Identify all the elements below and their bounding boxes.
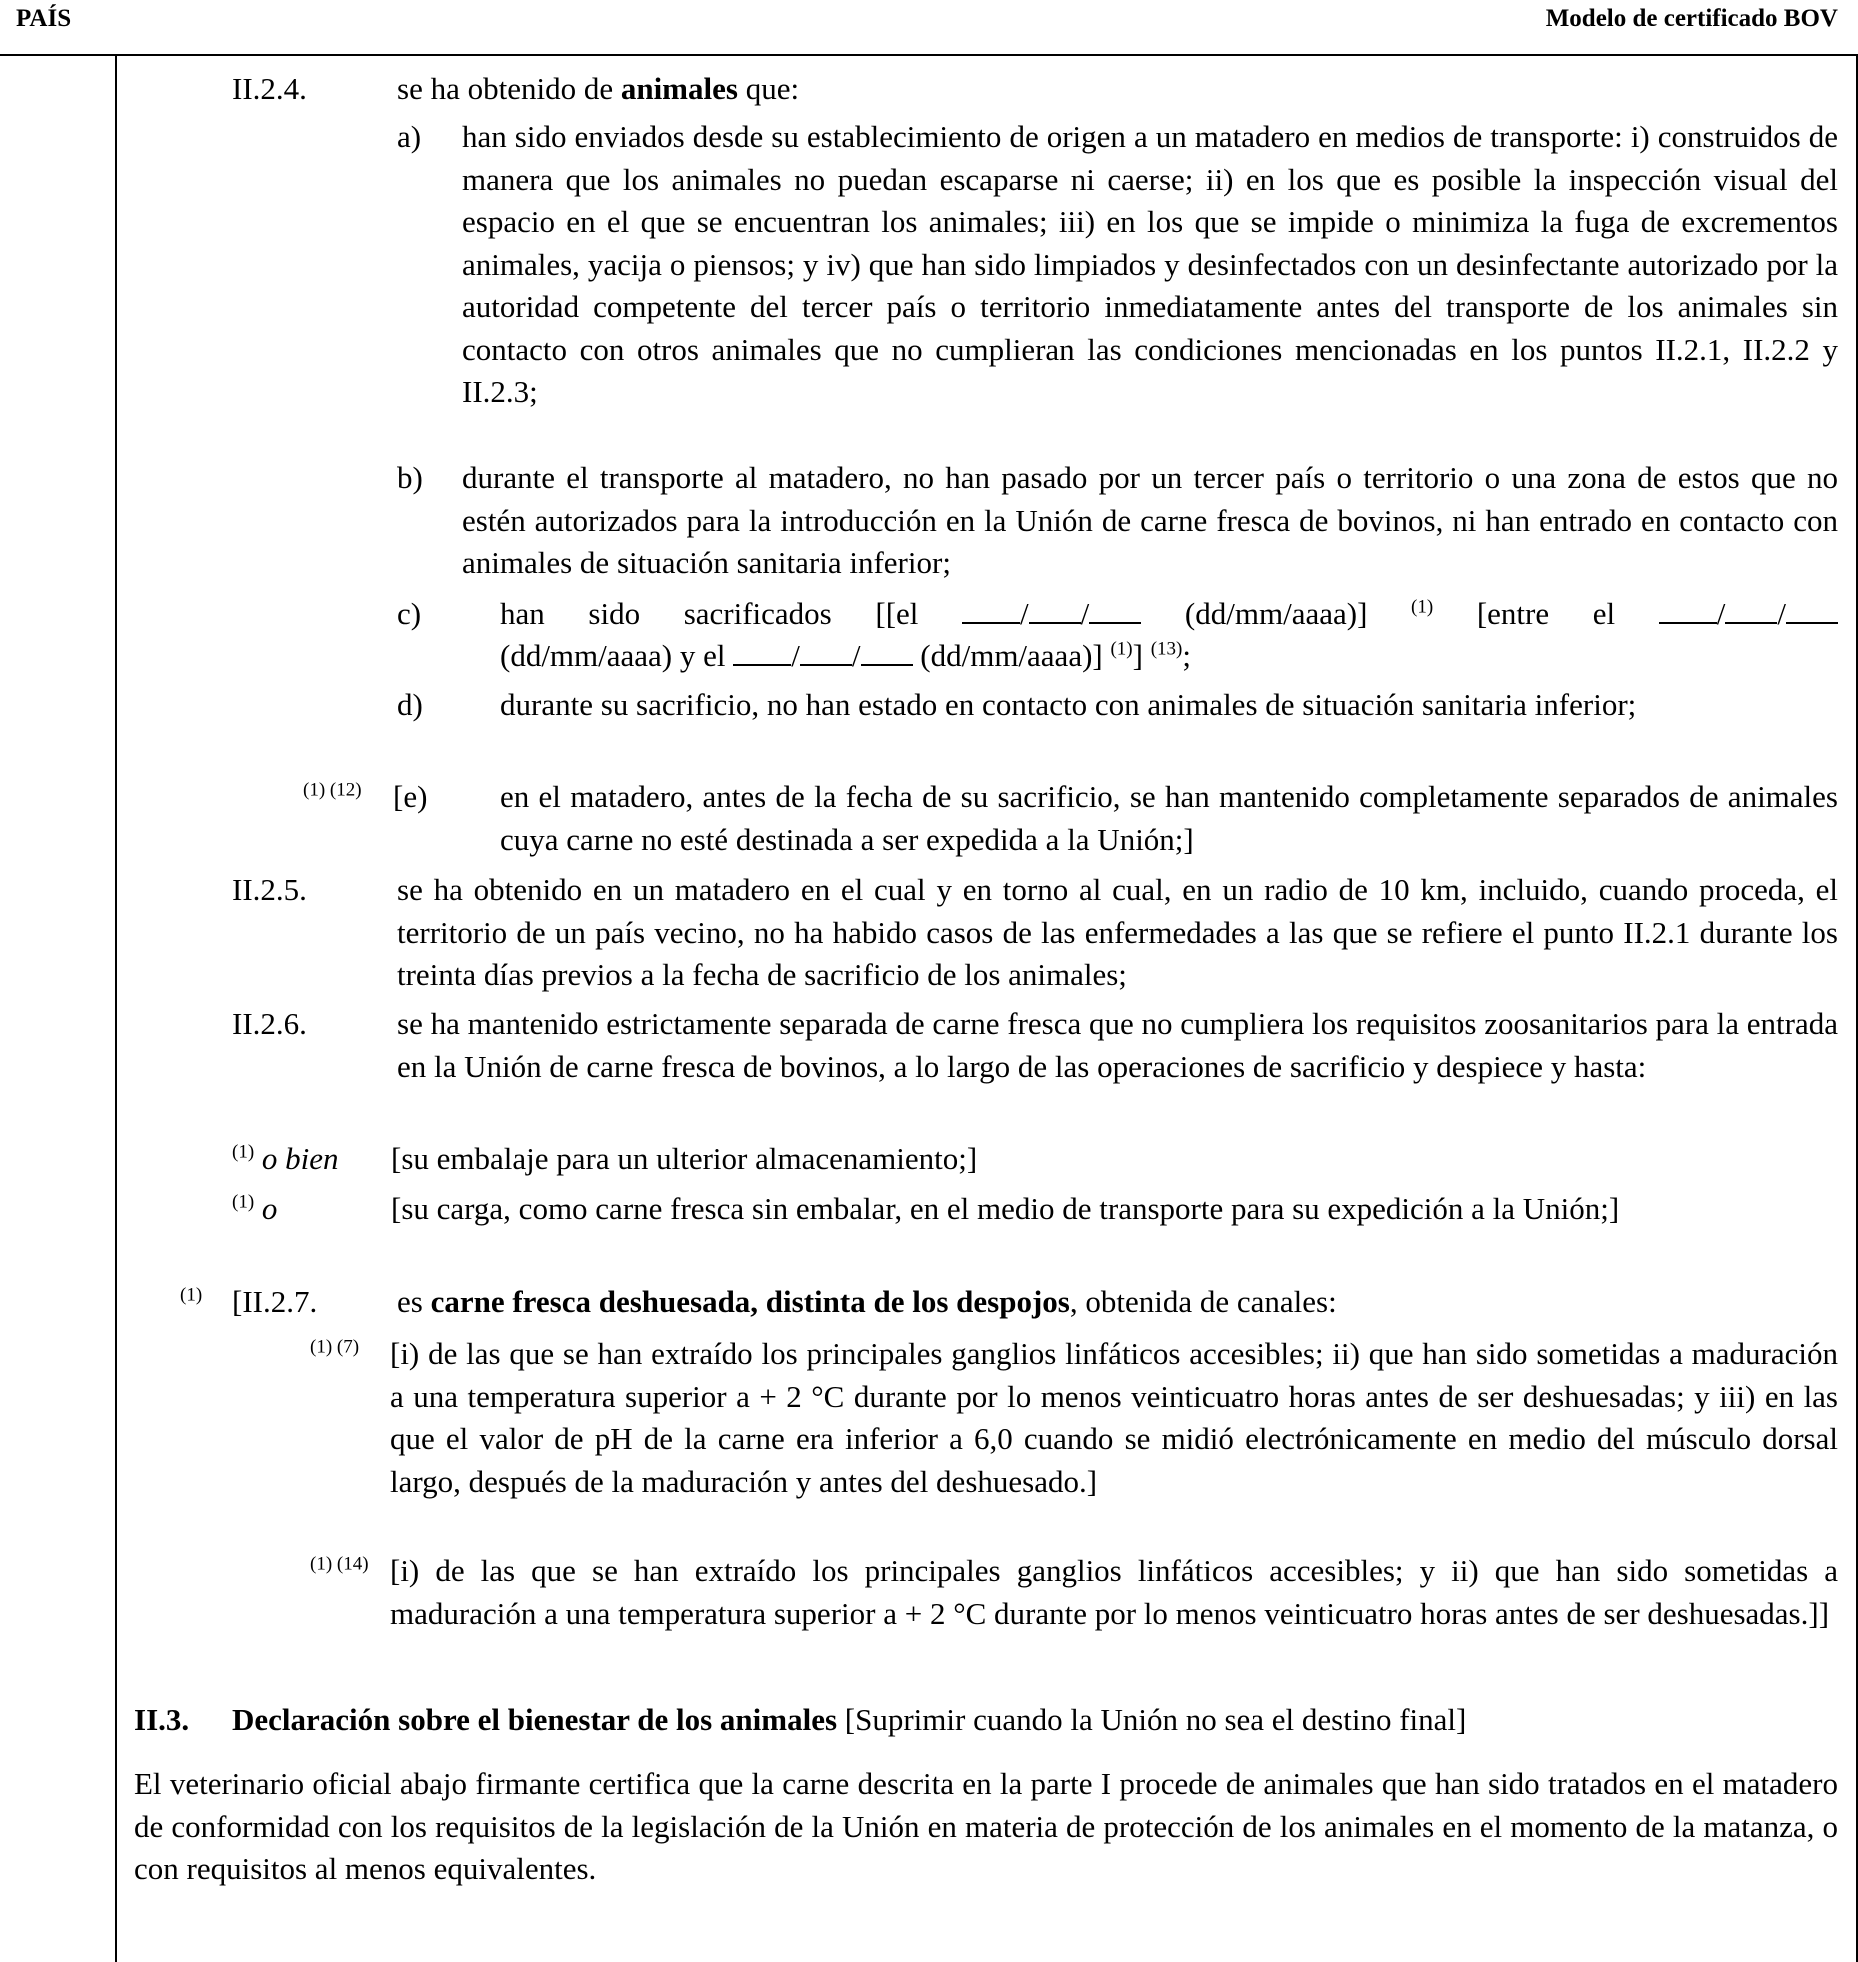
day-blank[interactable]	[962, 598, 1020, 624]
item-text: durante el transporte al matadero, no han pasado por un tercer país o territorio o una zona de estos que no estén autorizados para la introducción en la Unión de carne fresca de bovinos, ni han entrado en contacto con animales de situación sanitaria inferior;	[462, 460, 1838, 580]
section-number: II.3.	[134, 1702, 190, 1737]
footnote-ref: (1) (14)	[310, 1553, 369, 1575]
footnote-ref: (1) (12)	[303, 779, 362, 801]
item-text: en el matadero, antes de la fecha de su sacrificio, se han mantenido completamente separados de animales cuya carne no esté destinada a ser expedida a la Unión;]	[500, 779, 1838, 857]
point-number: II.2.4.	[232, 71, 307, 106]
option-text: [su carga, como carne fresca sin embalar, en el medio de transporte para su expedición a la Unión;]	[391, 1191, 1620, 1226]
item-text: durante su sacrificio, no han estado en contacto con animales de situación sanitaria inferior;	[500, 687, 1637, 722]
header-country: PAÍS	[16, 5, 72, 32]
left-margin-rule	[115, 56, 117, 1962]
option-text: [su embalaje para un ulterior almacenamiento;]	[391, 1141, 978, 1176]
point-number: II.2.6.	[232, 1006, 307, 1041]
item-label: b)	[397, 460, 423, 495]
point-number: [II.2.7.	[232, 1284, 318, 1319]
header-model-title: Modelo de certificado BOV	[1545, 5, 1838, 32]
option-label: $^{(1)}$ o	[232, 1191, 278, 1226]
month-blank[interactable]	[1725, 598, 1777, 624]
month-blank[interactable]	[800, 640, 852, 666]
item-label: [e)	[393, 779, 428, 814]
item-text: han sido enviados desde su establecimiento de origen a un matadero en medios de transporte: i) construidos de manera que los animales no puedan escaparse ni caerse; ii) en los que es posible la inspección visual del espacio en el que se encuentran los animales; iii) en los que se impide o minimiza la fuga de excrementos animales, yacija o piensos; y iv) que han sido limpiados y desinfectados con un desinfectante autorizado por la autoridad competente del tercer país o territorio inmediatamente antes del transporte de los animales sin contacto con otros animales que no cumplieran las condiciones mencionadas en los puntos II.2.1, II.2.2 y II.2.3;	[462, 119, 1838, 409]
year-blank[interactable]	[1089, 598, 1141, 624]
section-heading: Declaración sobre el bienestar de los animales [Suprimir cuando la Unión no sea el destino final]	[232, 1702, 1467, 1737]
footnote-ref: (1)	[180, 1284, 203, 1306]
item-label: a)	[397, 119, 422, 154]
day-blank[interactable]	[733, 640, 791, 666]
option-label: $^{(1)}$ o bien	[232, 1141, 339, 1176]
point-text: se ha mantenido estrictamente separada de carne fresca que no cumpliera los requisitos zoosanitarios para la entrada en la Unión de carne fresca de bovinos, a lo largo de las operaciones de sacrificio y despiece y hasta:	[397, 1006, 1838, 1084]
point-text: se ha obtenido en un matadero en el cual y en torno al cual, en un radio de 10 km, incluido, cuando proceda, el territorio de un país vecino, no ha habido casos de las enfermedades a las que se refiere el punto II.2.1 durante los treinta días previos a la fecha de sacrificio de los animales;	[397, 872, 1838, 992]
day-blank[interactable]	[1659, 598, 1717, 624]
option-text: [i) de las que se han extraído los principales ganglios linfáticos accesibles; ii) que han sido sometidas a maduración a una temperatura superior a + 2 °C durante por lo menos veinticuatro horas antes de ser deshuesadas; y iii) en las que el valor de pH de la carne era inferior a 6,0 cuando se midió electrónicamente en medio del músculo dorsal largo, después de la maduración y antes del deshuesado.]	[390, 1336, 1838, 1499]
welfare-paragraph: El veterinario oficial abajo firmante certifica que la carne descrita en la parte I procede de animales que han sido tratados en el matadero de conformidad con los requisitos de la legislación de la Unión en materia de protección de los animales en el momento de la matanza, o con requisitos al menos equivalentes.	[134, 1766, 1838, 1886]
item-label: d)	[397, 687, 423, 722]
year-blank[interactable]	[1786, 598, 1838, 624]
point-number: II.2.5.	[232, 872, 307, 907]
slaughter-date-line-2: (dd/mm/aaaa) y el / / (dd/mm/aaaa)] $^{(1)}$] $^{(13)}$;	[500, 638, 1191, 673]
item-label: c)	[397, 596, 422, 631]
year-blank[interactable]	[861, 640, 913, 666]
option-text: [i) de las que se han extraído los principales ganglios linfáticos accesibles; y ii) que han sido sometidas a maduración a una temperatura superior a + 2 °C durante por lo menos veinticuatro horas antes de ser deshuesadas.]]	[390, 1553, 1838, 1631]
point-heading: es carne fresca deshuesada, distinta de los despojos, obtenida de canales:	[397, 1284, 1337, 1319]
footnote-ref: (1) (7)	[310, 1336, 360, 1358]
point-heading: se ha obtenido de animales que:	[397, 71, 800, 106]
slaughter-date-line-1: han sido sacrificados [[el / / (dd/mm/aaaa)] $^{(1)}$ [entre el / /	[500, 593, 1838, 636]
month-blank[interactable]	[1029, 598, 1081, 624]
